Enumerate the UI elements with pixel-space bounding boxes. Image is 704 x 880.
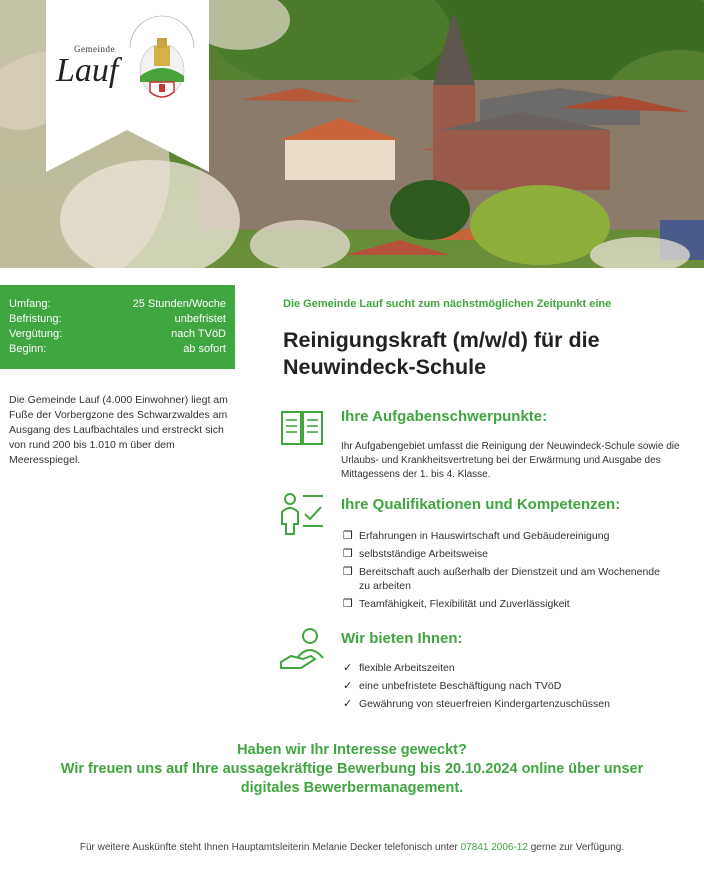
fact-label: Beginn: <box>9 343 47 355</box>
fact-value: ab sofort <box>183 343 226 355</box>
checkbox-icon: ❒ <box>343 548 353 560</box>
hero-image <box>0 0 704 268</box>
municipality-logo <box>46 0 209 172</box>
fact-row-term <box>9 312 226 327</box>
fact-value: unbefristet <box>174 313 226 325</box>
job-title-line1: Reinigungskraft (m/w/d) für die <box>283 328 600 352</box>
logo-small-text: Gemeinde <box>74 44 115 54</box>
job-title-line2: Neuwindeck-Schule <box>283 355 487 379</box>
list-item: ❒ Erfahrungen in Hauswirtschaft und Gebäudereinigung <box>343 530 610 542</box>
list-item: ❒ selbstständige Arbeitsweise <box>343 548 488 560</box>
list-item: ❒ Bereitschaft auch außerhalb der Dienstzeit und am Wochenende zu arbeiten <box>343 566 660 592</box>
fact-label: Vergütung: <box>9 328 63 340</box>
phone-number[interactable]: 07841 2006-12 <box>460 842 528 853</box>
check-icon: ✓ <box>343 698 353 710</box>
footer-text-after: gerne zur Verfügung. <box>527 842 625 853</box>
offers-list <box>343 661 673 715</box>
cta-line1: Haben wir Ihr Interesse geweckt? <box>237 742 467 758</box>
person-checklist-icon <box>277 490 327 538</box>
check-icon: ✓ <box>343 680 353 692</box>
fact-value: nach TVöD <box>171 328 226 340</box>
fact-label: Umfang: <box>9 298 51 310</box>
fact-row-scope <box>9 297 226 312</box>
list-item: ✓ Gewährung von steuerfreien Kindergartenzuschüssen <box>343 698 610 710</box>
qualifications-heading: Ihre Qualifikationen und Kompetenzen: <box>341 496 621 513</box>
call-to-action <box>0 741 704 798</box>
footer-text-before: Für weitere Auskünfte steht Ihnen Hauptamtsleiterin Melanie Decker telefonisch unter <box>79 842 461 853</box>
offers-heading: Wir bieten Ihnen: <box>341 630 463 647</box>
fact-row-pay <box>9 327 226 342</box>
intro-line: Die Gemeinde Lauf sucht zum nächstmöglichen Zeitpunkt eine <box>283 298 612 310</box>
fact-row-start <box>9 342 226 357</box>
tasks-heading: Ihre Aufgabenschwerpunkte: <box>341 408 548 425</box>
person-hand-icon <box>277 626 327 674</box>
qualifications-list <box>343 529 673 615</box>
cta-line3: digitales Bewerbermanagement. <box>240 780 464 796</box>
checkbox-icon: ❒ <box>343 566 353 578</box>
job-facts-box <box>0 285 235 369</box>
municipality-description: Die Gemeinde Lauf (4.000 Einwohner) liegt am Fuße der Vorbergzone des Schwarzwaldes am Ausgang des Laufbachtales und erstreckt sich von rund 200 bis 1.010 m über dem Meeresspiegel. <box>9 394 228 466</box>
checkbox-icon: ❒ <box>343 598 353 610</box>
list-item: ✓ flexible Arbeitszeiten <box>343 662 455 674</box>
tasks-text: Ihr Aufgabengebiet umfasst die Reinigung der Neuwindeck-Schule sowie die Urlaubs- und Krankheitsvertretung bei der Erwärmung und Ausgabe des Mittagessens der 1. bis 4. Klasse. <box>341 441 680 480</box>
check-icon: ✓ <box>343 662 353 674</box>
contact-footer <box>0 842 704 853</box>
checkbox-icon: ❒ <box>343 530 353 542</box>
fact-label: Befristung: <box>9 313 62 325</box>
list-item: ✓ eine unbefristete Beschäftigung nach TVöD <box>343 680 562 692</box>
cta-line2: Wir freuen uns auf Ihre aussagekräftige Bewerbung bis 20.10.2024 online über unser <box>60 761 644 777</box>
logo-big-text: Lauf <box>56 52 119 89</box>
job-title <box>283 327 683 381</box>
list-item: ❒ Teamfähigkeit, Flexibilität und Zuverlässigkeit <box>343 598 570 610</box>
fact-value: 25 Stunden/Woche <box>132 298 226 310</box>
book-icon <box>277 404 327 452</box>
